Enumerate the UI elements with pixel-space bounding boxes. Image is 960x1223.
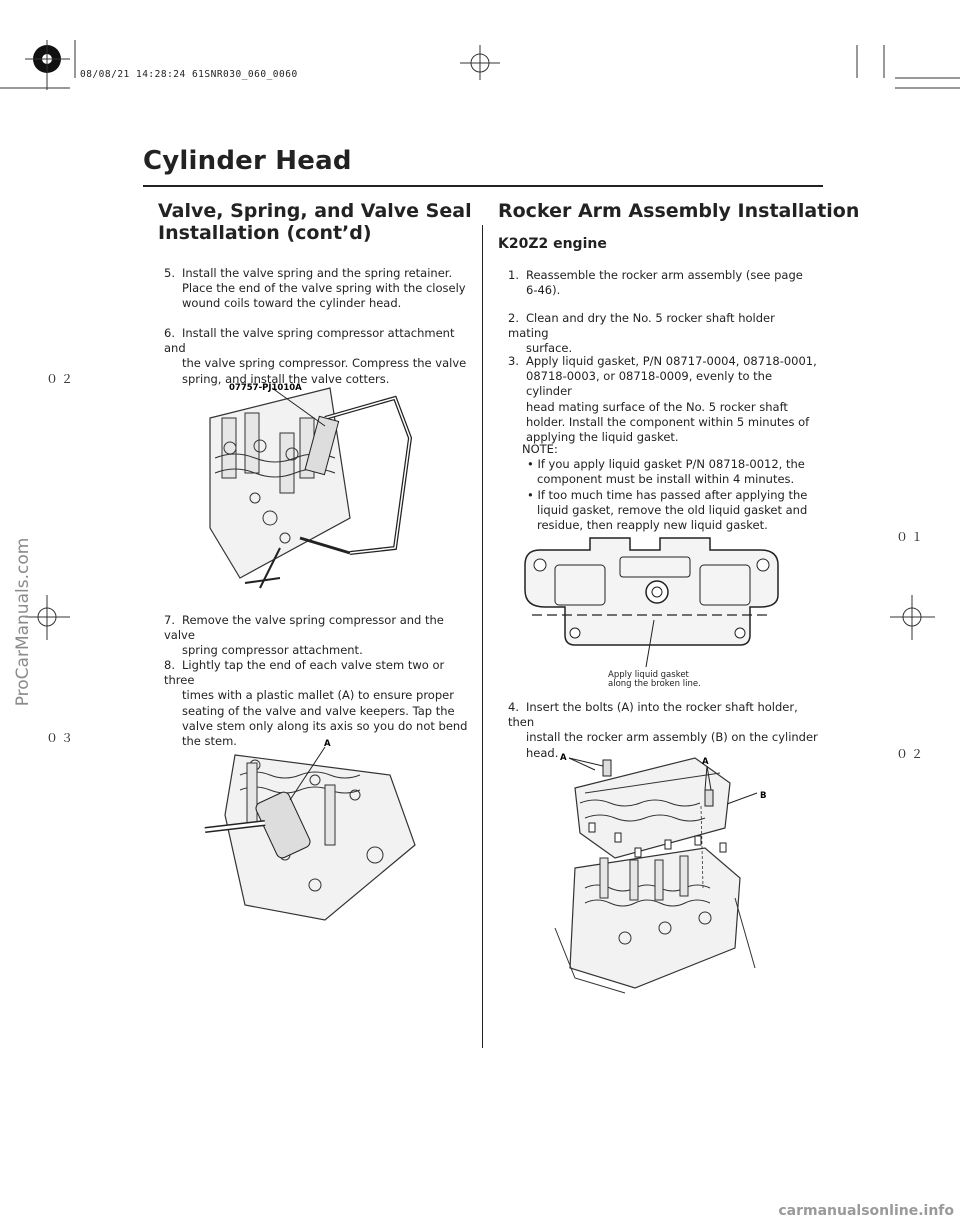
tool-number-label: 07757-PJ1010A bbox=[229, 383, 302, 393]
title-rule bbox=[143, 185, 823, 187]
step-text: 08718-0003, or 08718-0009, evenly to the cylinder bbox=[526, 369, 773, 399]
note-block bbox=[522, 442, 822, 533]
step-number: 4. bbox=[508, 700, 519, 714]
gasket-caption-line-2: along the broken line. bbox=[608, 679, 701, 689]
assembly-label: B bbox=[760, 791, 767, 801]
step-text: Lightly tap the end of each valve stem two or three bbox=[164, 658, 445, 688]
plastic-mallet-illustration bbox=[205, 735, 420, 925]
edge-mark-right-top: ０１ bbox=[896, 530, 927, 544]
step-text: seating of the valve and valve keepers. Tap the bbox=[182, 703, 455, 718]
right-step-2 bbox=[508, 311, 818, 357]
note-text: liquid gasket, remove the old liquid gasket and bbox=[537, 502, 808, 517]
note-bullet bbox=[522, 457, 822, 487]
step-number: 1. bbox=[508, 268, 519, 282]
note-bullet bbox=[522, 488, 822, 534]
step-text: Insert the bolts (A) into the rocker shaft holder, then bbox=[508, 700, 798, 730]
right-section-heading: Rocker Arm Assembly Installation bbox=[498, 200, 860, 222]
step-text: Remove the valve spring compressor and the valve bbox=[164, 613, 444, 643]
note-text: component must be install within 4 minutes. bbox=[537, 472, 795, 487]
side-watermark: ProCarManuals.com bbox=[13, 537, 33, 707]
mallet-label: A bbox=[324, 739, 331, 749]
print-timestamp: 08/08/21 14:28:24 61SNR030_060_0060 bbox=[80, 69, 298, 80]
note-text: residue, then reapply new liquid gasket. bbox=[537, 518, 768, 533]
step-text: head mating surface of the No. 5 rocker shaft bbox=[526, 399, 788, 414]
step-text: Clean and dry the No. 5 rocker shaft holder mating bbox=[508, 311, 775, 341]
step-text: applying the liquid gasket. bbox=[526, 430, 679, 445]
step-text: wound coils toward the cylinder head. bbox=[182, 296, 402, 311]
step-number: 2. bbox=[508, 311, 519, 325]
engine-subheading: K20Z2 engine bbox=[498, 236, 607, 252]
step-text: Apply liquid gasket, P/N 08717-0004, 08718-0001, bbox=[526, 354, 817, 368]
left-heading-line-2: Installation (cont’d) bbox=[158, 222, 372, 244]
page-title: Cylinder Head bbox=[143, 146, 352, 176]
valve-spring-compressor-illustration bbox=[200, 378, 460, 603]
step-text: 6-46). bbox=[526, 283, 561, 298]
step-number: 5. bbox=[164, 266, 175, 280]
gasket-caption bbox=[608, 671, 701, 689]
right-step-1 bbox=[508, 268, 818, 298]
left-step-7 bbox=[164, 613, 474, 659]
edge-mark-left-top: ０２ bbox=[46, 372, 77, 386]
step-number: 6. bbox=[164, 326, 175, 340]
bolt-label-right: A bbox=[702, 757, 709, 767]
note-text: • If you apply liquid gasket P/N 08718-0012, the bbox=[527, 457, 805, 472]
step-text: head. bbox=[526, 745, 559, 760]
step-number: 7. bbox=[164, 613, 175, 627]
column-divider bbox=[482, 225, 483, 1048]
step-text: Reassemble the rocker arm assembly (see page bbox=[526, 268, 803, 282]
step-number: 3. bbox=[508, 354, 519, 368]
note-title: NOTE: bbox=[522, 442, 558, 456]
step-text: times with a plastic mallet (A) to ensure proper bbox=[182, 688, 454, 703]
bolt-label-left: A bbox=[560, 753, 567, 763]
step-text: spring, and install the valve cotters. bbox=[182, 371, 390, 386]
left-step-5 bbox=[164, 266, 474, 312]
left-section-heading bbox=[158, 200, 472, 244]
step-number: 8. bbox=[164, 658, 175, 672]
step-text: surface. bbox=[526, 341, 573, 356]
edge-mark-left-bottom: ０３ bbox=[46, 731, 77, 745]
left-heading-line-1: Valve, Spring, and Valve Seal bbox=[158, 200, 472, 222]
step-text: valve stem only along its axis so you do not bend bbox=[182, 718, 468, 733]
note-text: • If too much time has passed after applying the bbox=[527, 487, 808, 502]
step-text: Install the valve spring compressor attachment and bbox=[164, 326, 455, 356]
step-text: holder. Install the component within 5 minutes of bbox=[526, 414, 810, 429]
step-text: Place the end of the valve spring with the closely bbox=[182, 281, 466, 296]
step-text: install the rocker arm assembly (B) on the cylinder bbox=[526, 730, 818, 745]
edge-mark-right-bottom: ０２ bbox=[896, 747, 927, 761]
step-text: spring compressor attachment. bbox=[182, 643, 363, 658]
step-text: the valve spring compressor. Compress the valve bbox=[182, 356, 467, 371]
rocker-arm-assembly-illustration bbox=[555, 748, 795, 993]
footer-watermark: carmanualsonline.info bbox=[778, 1203, 954, 1219]
gasket-caption-line-1: Apply liquid gasket bbox=[608, 670, 689, 680]
step-text: Install the valve spring and the spring retainer. bbox=[182, 266, 453, 280]
step-text: the stem. bbox=[182, 734, 237, 749]
right-step-3 bbox=[508, 354, 818, 445]
